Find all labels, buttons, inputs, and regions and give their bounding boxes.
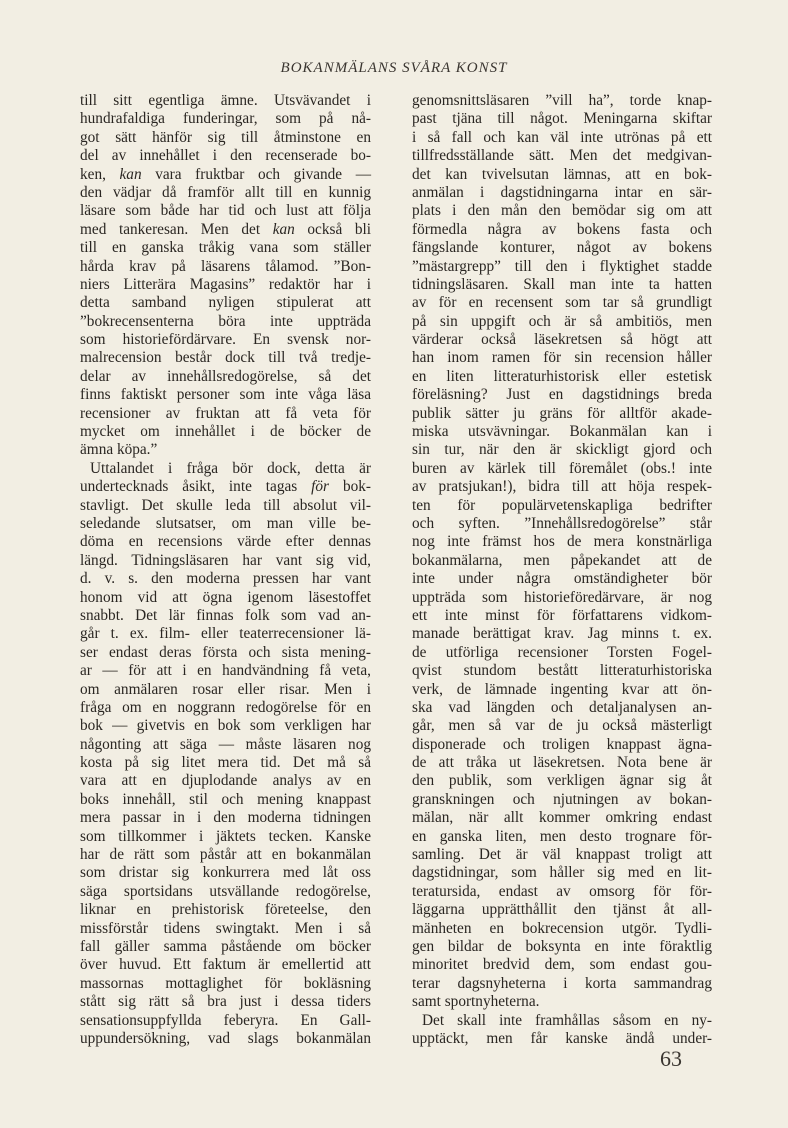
text-line: med tankeresan. Men det kan också bli bbox=[80, 220, 371, 238]
text-line: bokanmälarna, men påpekandet att de bbox=[412, 551, 712, 569]
text-line: förmedla några av bokens fasta och bbox=[412, 220, 712, 238]
text-line: ”mästargrepp” till den i flyktighet stadde bbox=[412, 257, 712, 275]
text-line: disponerade och troligen knappast ägna- bbox=[412, 735, 712, 753]
text-line: manade berättigat krav. Jag minns t. ex. bbox=[412, 625, 712, 643]
text-line: ska vad längden och detaljanalysen an- bbox=[412, 698, 712, 716]
text-line: han inom ramen för sin recension håller bbox=[412, 349, 712, 367]
text-line: detta samband nyligen stipulerat att bbox=[80, 294, 371, 312]
text-line: en liten litteraturhistorisk eller estetisk bbox=[412, 367, 712, 385]
text-line: ten för populärvetenskapliga bedrifter bbox=[412, 496, 712, 514]
text-line: föreläsning? Just en dagstidnings breda bbox=[412, 386, 712, 404]
text-line: till en ganska tråkig vana som ställer bbox=[80, 239, 371, 257]
text-line: del av innehållet i den recenserade bo- bbox=[80, 147, 371, 165]
text-line: uppträda som historieföredärvare, är nog bbox=[412, 588, 712, 606]
emphasized-word: kan bbox=[119, 165, 142, 183]
text-column-right bbox=[412, 92, 712, 1048]
text-line: ”bokrecensenterna böra inte uppträda bbox=[80, 312, 371, 330]
text-line: på sin uppgift och är så ambitiös, men bbox=[412, 312, 712, 330]
text-line: publik sätter ju gräns för alltför akade- bbox=[412, 404, 712, 422]
text-line: Det skall inte framhållas såsom en ny- bbox=[422, 1011, 712, 1029]
text-line: minoritet bredvid dem, som endast gou- bbox=[412, 956, 712, 974]
text-line: niers Litterära Magasins” redaktör har i bbox=[80, 275, 371, 293]
text-line: qvist stundom bestått litteraturhistoriska bbox=[412, 662, 712, 680]
text-line: den vädjar då framför allt till en kunnig bbox=[80, 183, 371, 201]
text-line: som tillkommer i jäktets tecken. Kanske bbox=[80, 827, 371, 845]
text-line: liknar en prehistorisk företeelse, den bbox=[80, 901, 371, 919]
text-line: d. v. s. den moderna pressen har vant bbox=[80, 570, 371, 588]
text-line: sensationsuppfyllda feberyra. En Gall- bbox=[80, 1011, 371, 1029]
text-line: ken, kan vara fruktbar och givande — bbox=[80, 165, 371, 183]
text-line: de att tråka ut läsekretsen. Nota bene är bbox=[412, 754, 712, 772]
text-line: stått sig rätt så bra just i dessa tiders bbox=[80, 993, 371, 1011]
text-line: anmälan i dagstidningarna intar en sär- bbox=[412, 183, 712, 201]
text-line: de utförliga recensioner Torsten Fogel- bbox=[412, 643, 712, 661]
text-line: seledande slutsatser, om man ville be- bbox=[80, 514, 371, 532]
text-line: till sitt egentliga ämne. Utsvävandet i bbox=[80, 92, 371, 109]
text-line: plats i den mån den bemödar sig om att bbox=[412, 202, 712, 220]
text-line: ämna köpa.” bbox=[80, 441, 158, 459]
text-line: läggarna upprätthållit den tjänst åt all- bbox=[412, 901, 712, 919]
text-line: den publik, som verkligen ägnar sig åt bbox=[412, 772, 712, 790]
text-line: samling. Det är väl knappast troligt att bbox=[412, 846, 712, 864]
text-line: gen bildar de boksynta en inte föraktlig bbox=[412, 937, 712, 955]
text-line: längd. Tidningsläsaren har vant sig vid, bbox=[80, 551, 371, 569]
text-line: terar dagsnyheterna i korta sammandrag bbox=[412, 974, 712, 992]
text-line: honom vid att ögna igenom läsestoffet bbox=[80, 588, 371, 606]
text-line: värderar också läsekretsen så högt att bbox=[412, 331, 712, 349]
text-line: om anmälaren rosar eller risar. Men i bbox=[80, 680, 371, 698]
text-line: i så fall och kan väl inte utrönas på ett bbox=[412, 128, 712, 146]
text-line: sin tur, när den är skickligt gjord och bbox=[412, 441, 712, 459]
text-line: finns faktiskt personer som inte våga läsa bbox=[80, 386, 371, 404]
emphasized-word: för bbox=[311, 478, 330, 496]
text-line: miska utsvävningar. Bokanmälan kan i bbox=[412, 423, 712, 441]
text-line: bok — givetvis en bok som verkligen har bbox=[80, 717, 371, 735]
text-line: fängslande konturer, något av bokens bbox=[412, 239, 712, 257]
text-line: buren av kärlek till föremålet (obs.! inte bbox=[412, 459, 712, 477]
text-line: går t. ex. film- eller teaterrecensioner lä- bbox=[80, 625, 371, 643]
text-column-left bbox=[80, 92, 371, 1048]
text-line: tidningsläsaren. Skall man inte ta hatten bbox=[412, 275, 712, 293]
text-line: verk, de lämnade ingenting kvar att ön- bbox=[412, 680, 712, 698]
text-line: hundrafaldiga funderingar, som på nå- bbox=[80, 110, 371, 128]
text-line: kosta på sig litet mera tid. Det må så bbox=[80, 754, 371, 772]
text-line: det kan tvivelsutan lämnas, att en bok- bbox=[412, 165, 712, 183]
text-line: av pratsjukan!), bidra till att höja respek- bbox=[412, 478, 712, 496]
text-line: och syften. ”Innehållsredogörelse” står bbox=[412, 514, 712, 532]
text-line: stavligt. Det skulle leda till absolut vil- bbox=[80, 496, 371, 514]
text-line: mera passar in i den moderna tidningen bbox=[80, 809, 371, 827]
text-line: läsare som både har tid och lust att följa bbox=[80, 202, 371, 220]
text-line: samt sportnyheterna. bbox=[412, 993, 540, 1011]
text-line: boks innehåll, stil och mening knappast bbox=[80, 790, 371, 808]
text-line: som historiefördärvare. En svensk nor- bbox=[80, 331, 371, 349]
text-line: mälan, när allt kommer omkring endast bbox=[412, 809, 712, 827]
text-line: ser endast deras första och sista mening- bbox=[80, 643, 371, 661]
text-line: massornas mottaglighet för bokläsning bbox=[80, 974, 371, 992]
text-line: missförstår tidens swingtakt. Men i så bbox=[80, 919, 371, 937]
text-line: går, men så var de ju också mästerligt bbox=[412, 717, 712, 735]
text-line: döma en recensions värde efter dennas bbox=[80, 533, 371, 551]
text-line: tillfredsställande sätt. Men det medgivan- bbox=[412, 147, 712, 165]
text-line: dagstidningar, som håller sig med en lit- bbox=[412, 864, 712, 882]
text-line: snabbt. Det lär finnas folk som vad an- bbox=[80, 606, 371, 624]
text-line: en ganska liten, men desto trognare för- bbox=[412, 827, 712, 845]
text-line: granskningen och njutningen av bokan- bbox=[412, 790, 712, 808]
text-line: got sätt hänför sig till åtminstone en bbox=[80, 128, 371, 146]
text-line: vara att en djuplodande analys av en bbox=[80, 772, 371, 790]
text-line: som dristar sig konkurrera med låt oss bbox=[80, 864, 371, 882]
text-line: någonting att säga — måste läsaren nog bbox=[80, 735, 371, 753]
text-line: ett inte minst för författarens vidkom- bbox=[412, 606, 712, 624]
text-line: uppundersökning, vad slags bokanmälan bbox=[80, 1029, 371, 1047]
text-line: undertecknads åsikt, inte tagas för bok- bbox=[80, 478, 371, 496]
text-line: delar av innehållsredogörelse, så det bbox=[80, 367, 371, 385]
page-number: 63 bbox=[660, 1046, 682, 1071]
text-line: genomsnittsläsaren ”vill ha”, torde knap- bbox=[412, 92, 712, 109]
text-line: nog inte främst hos de mera konstnärliga bbox=[412, 533, 712, 551]
text-line: inte under några omständigheter bör bbox=[412, 570, 712, 588]
text-line: ar — för att i en handvändning få veta, bbox=[80, 662, 371, 680]
text-line: fråga om en noggrann redogörelse för en bbox=[80, 698, 371, 716]
text-line: säga sportsidans utsvällande redogörelse, bbox=[80, 882, 371, 900]
text-line: hårda krav på läsarens tålamod. ”Bon- bbox=[80, 257, 371, 275]
emphasized-word: kan bbox=[272, 220, 295, 238]
text-line: teratursida, endast av omsorg för för- bbox=[412, 882, 712, 900]
text-line: av för en recensent som tar så grundligt bbox=[412, 294, 712, 312]
running-header: BOKANMÄLANS SVÅRA KONST bbox=[280, 60, 508, 76]
text-line: recensioner av fruktan att få veta för bbox=[80, 404, 371, 422]
text-line: mycket om innehållet i de böcker de bbox=[80, 423, 371, 441]
text-line: past tjäna till något. Meningarna skiftar bbox=[412, 110, 712, 128]
text-line: har de rätt som påstår att en bokanmälan bbox=[80, 846, 371, 864]
text-line: upptäckt, men får kanske ändå under- bbox=[412, 1029, 712, 1047]
text-line: över huvud. Ett faktum är emellertid att bbox=[80, 956, 371, 974]
text-line: Uttalandet i fråga bör dock, detta är bbox=[90, 459, 371, 477]
text-line: mänheten en bokrecension utgör. Tydli- bbox=[412, 919, 712, 937]
text-line: malrecension består dock till två tredje- bbox=[80, 349, 371, 367]
text-line: fall gäller samma påstående om böcker bbox=[80, 937, 371, 955]
